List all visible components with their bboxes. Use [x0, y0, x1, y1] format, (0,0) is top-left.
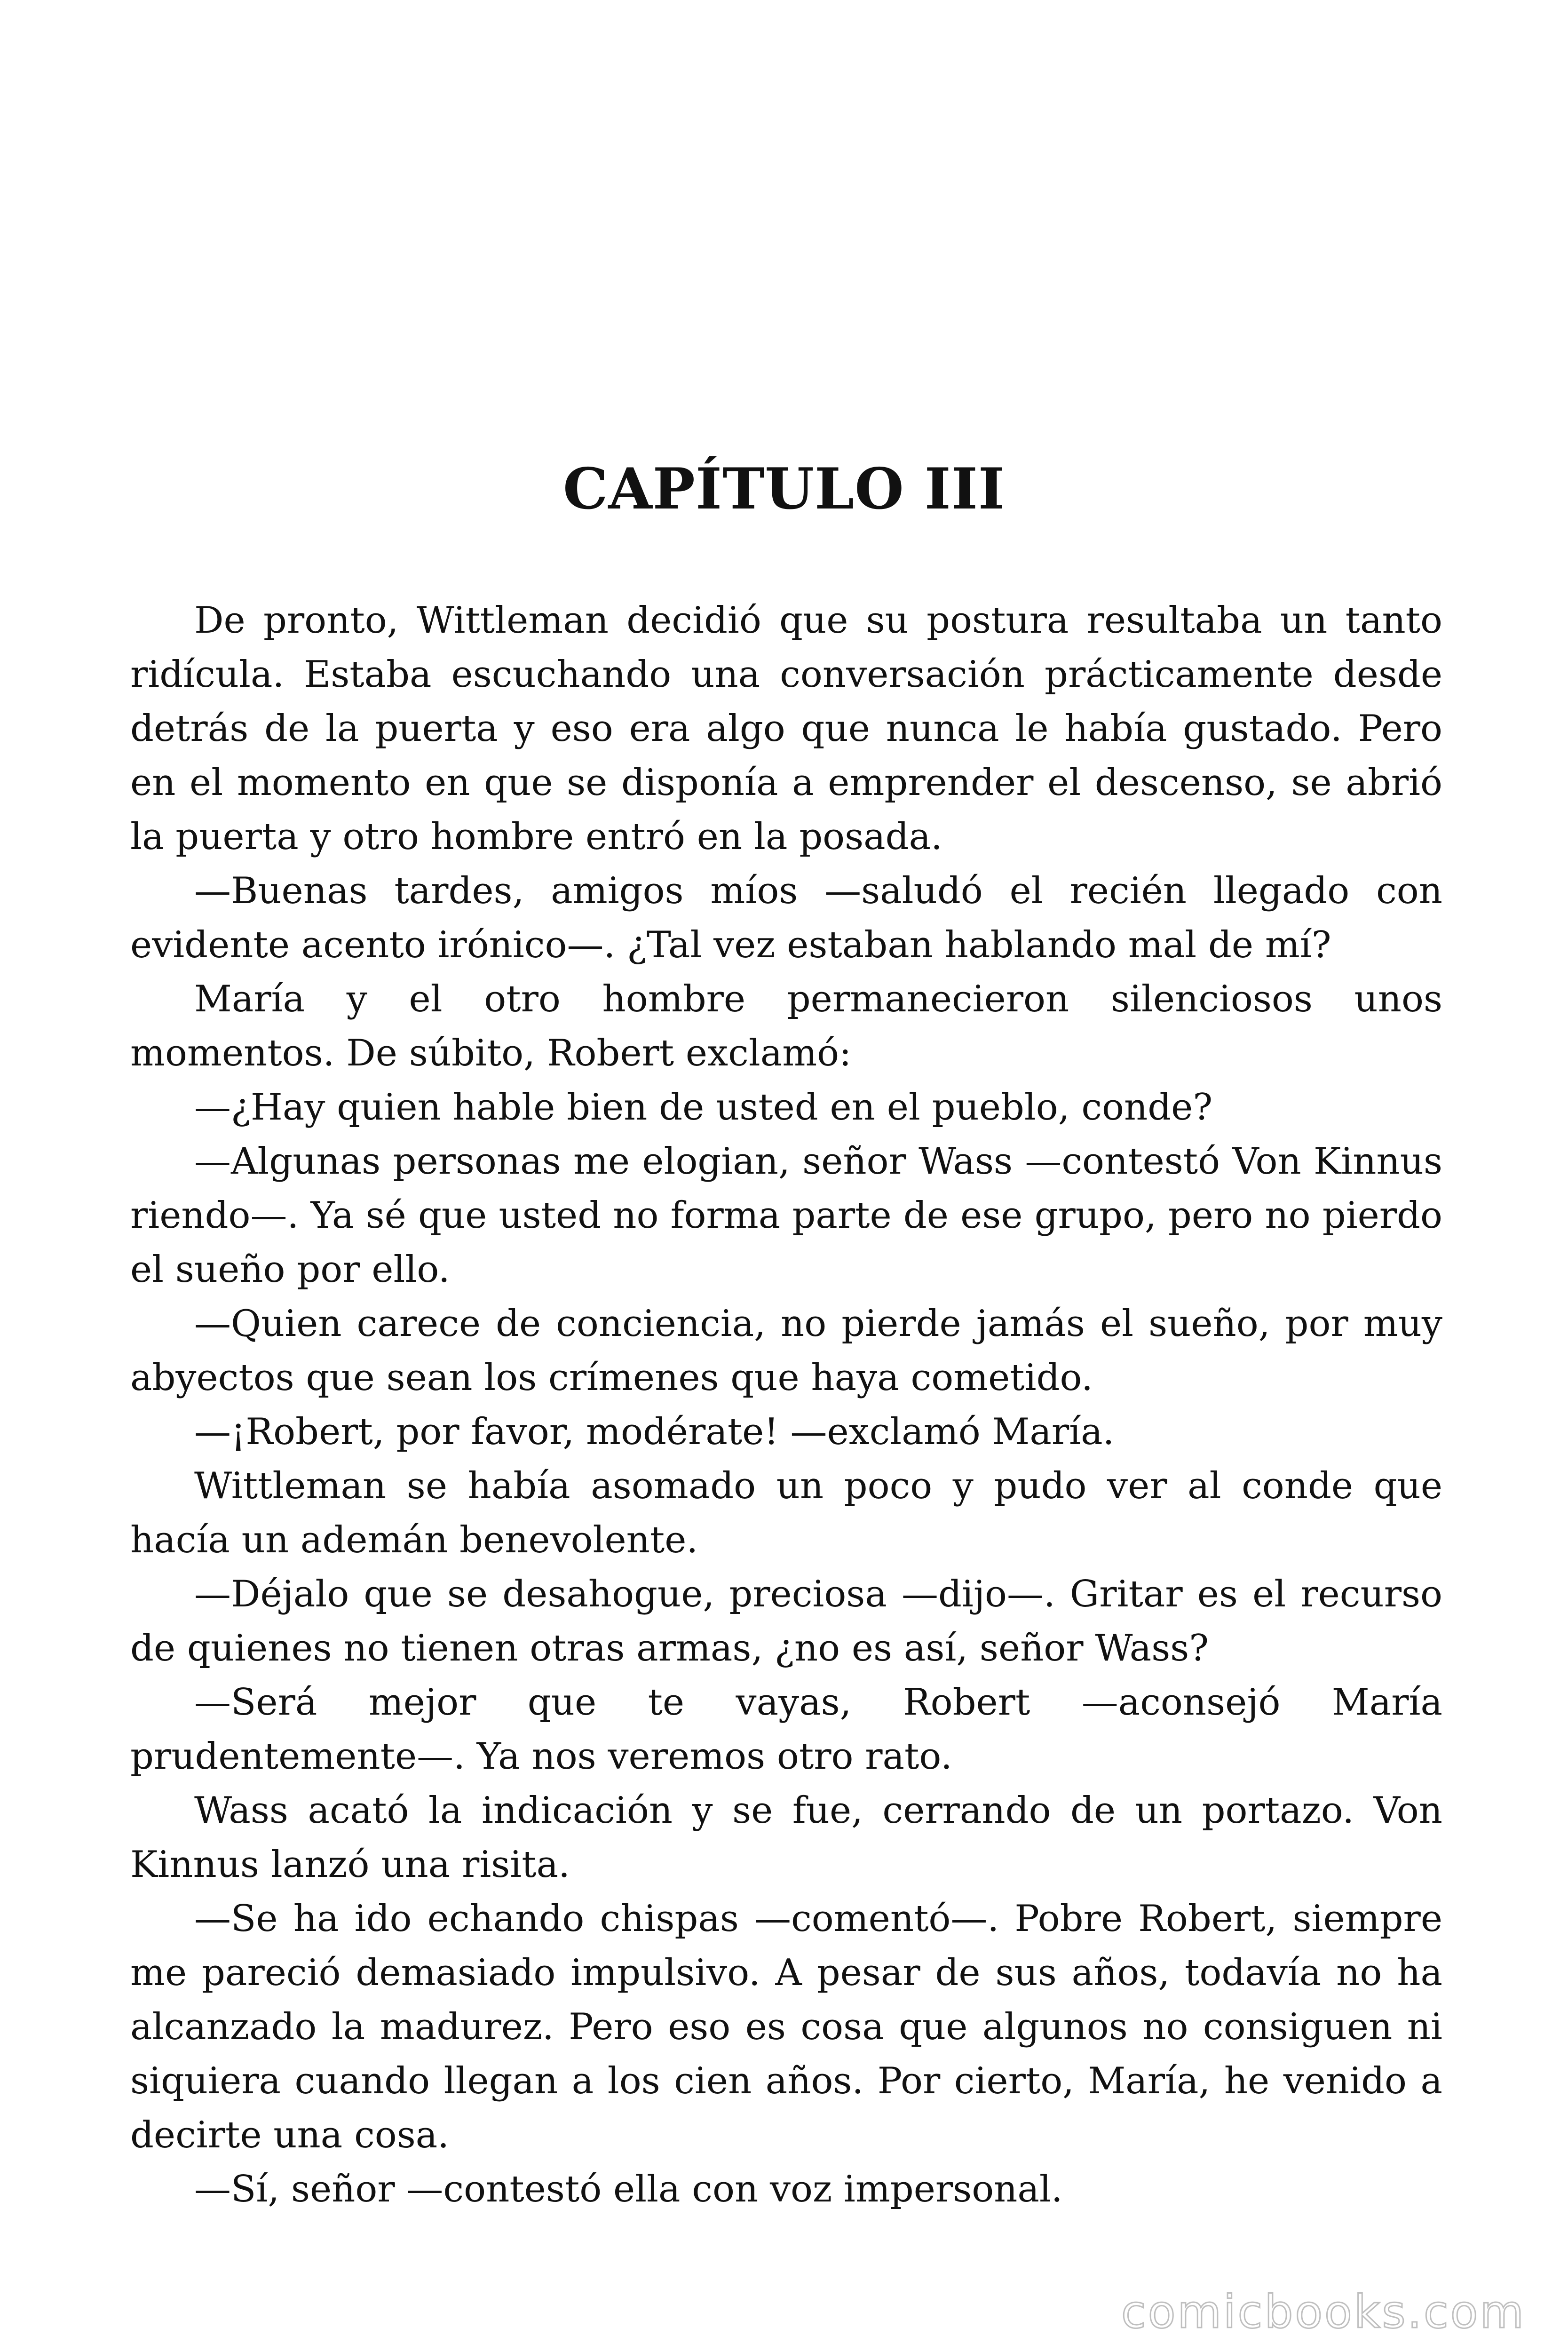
paragraph: De pronto, Wittleman decidió que su postura resultaba un tanto ridícula. Estaba escuchando una conversación prácticamente desde detrás de la puerta y eso era algo que nunca le había gustado. Pero en el momento en que se disponía a emprender el descenso, se abrió la puerta y otro hombre entró en la posada.	[130, 599, 1442, 858]
paragraph: —¡Robert, por favor, modérate! —exclamó María.	[194, 1411, 1115, 1453]
chapter-text	[130, 594, 1442, 2217]
paragraph: María y el otro hombre permanecieron silenciosos unos momentos. De súbito, Robert exclamó:	[130, 978, 1442, 1074]
paragraph: —Quien carece de conciencia, no pierde jamás el sueño, por muy abyectos que sean los crímenes que haya cometido.	[130, 1303, 1442, 1399]
chapter-title: CAPÍTULO III	[562, 456, 1005, 522]
paragraph: —Se ha ido echando chispas —comentó—. Pobre Robert, siempre me pareció demasiado impulsivo. A pesar de sus años, todavía no ha alcanzado la madurez. Pero eso es cosa que algunos no consiguen ni siquiera cuando llegan a los cien años. Por cierto, María, he venido a decirte una cosa.	[130, 1898, 1442, 2156]
paragraph: —Algunas personas me elogian, señor Wass —contestó Von Kinnus riendo—. Ya sé que usted no forma parte de ese grupo, pero no pierdo el sueño por ello.	[130, 1140, 1442, 1291]
paragraph: —¿Hay quien hable bien de usted en el pueblo, conde?	[194, 1086, 1213, 1128]
paragraph: —Buenas tardes, amigos míos —saludó el recién llegado con evidente acento irónico—. ¿Tal vez estaban hablando mal de mí?	[130, 870, 1442, 966]
paragraph: —Déjalo que se desahogue, preciosa —dijo—. Gritar es el recurso de quienes no tienen otras armas, ¿no es así, señor Wass?	[130, 1573, 1442, 1669]
paragraph: Wass acató la indicación y se fue, cerrando de un portazo. Von Kinnus lanzó una risita.	[130, 1789, 1442, 1886]
paragraph: —Sí, señor —contestó ella con voz impersonal.	[194, 2168, 1063, 2210]
paragraph: Wittleman se había asomado un poco y pudo ver al conde que hacía un ademán benevolente.	[130, 1465, 1442, 1561]
watermark: comicbooks.com	[1121, 2286, 1526, 2338]
paragraph: —Será mejor que te vayas, Robert —aconsejó María prudentemente—. Ya nos veremos otro rato.	[130, 1681, 1442, 1778]
